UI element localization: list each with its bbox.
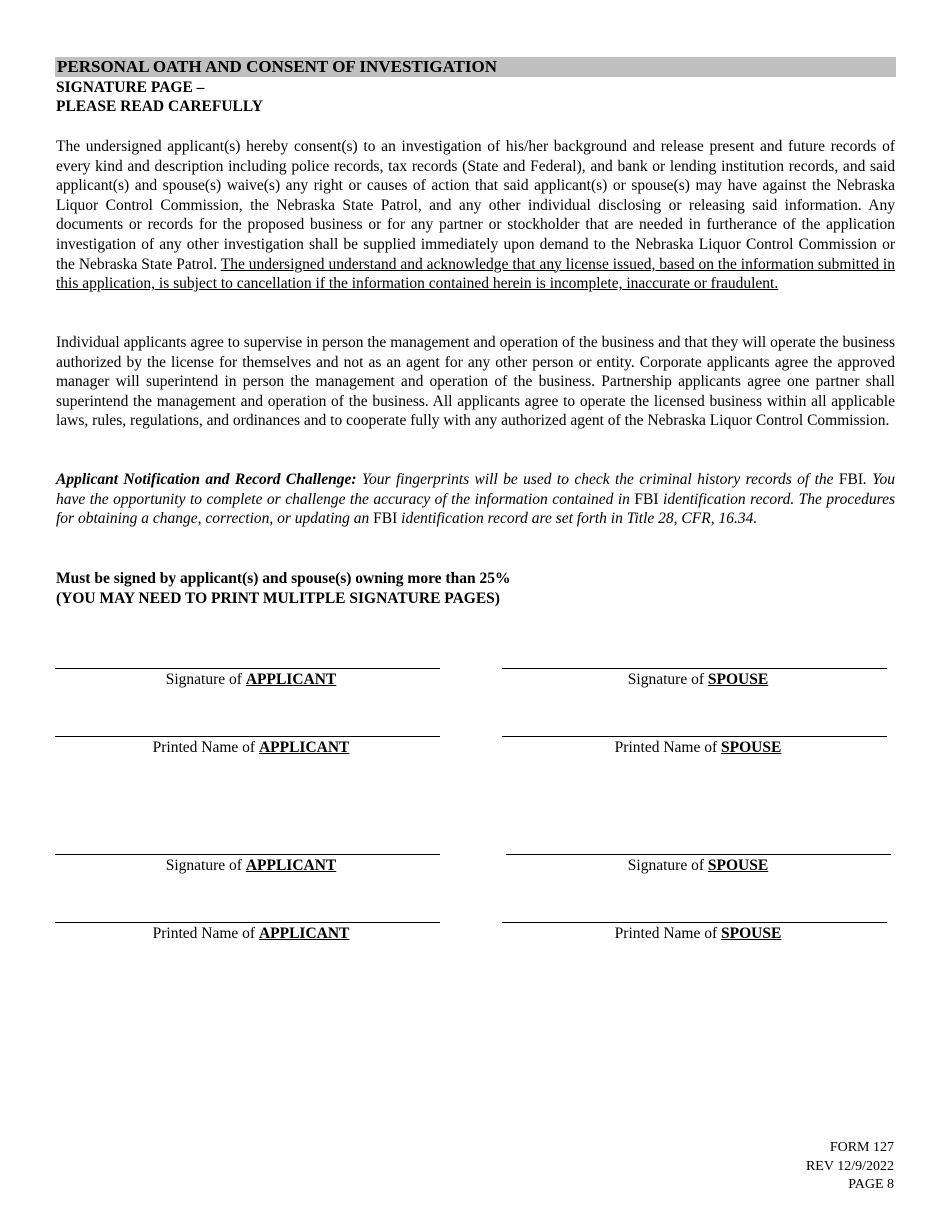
page-number: PAGE 8 bbox=[848, 1177, 894, 1192]
spouse-printed-name-line-1[interactable] bbox=[502, 736, 887, 737]
applicant-printed-name-caption-1: Printed Name of APPLICANT bbox=[152, 739, 350, 756]
notification-text-1: Your fingerprints will be used to check the criminal history records of the bbox=[356, 471, 839, 488]
spouse-printed-name-caption-1: Printed Name of SPOUSE bbox=[614, 739, 782, 756]
subtitle-read-carefully: PLEASE READ CAREFULLY bbox=[56, 98, 263, 115]
subtitle-signature-page: SIGNATURE PAGE – bbox=[56, 79, 205, 96]
spouse-printed-name-line-2[interactable] bbox=[502, 922, 887, 923]
spouse-printed-name-caption-2: Printed Name of SPOUSE bbox=[614, 925, 782, 942]
spouse-signature-line-1[interactable] bbox=[502, 668, 887, 669]
notification-text-4: identification record are set forth in Title 28, CFR, 16.34. bbox=[397, 510, 758, 528]
notification-paragraph bbox=[56, 470, 895, 529]
applicant-printed-name-line-1[interactable] bbox=[55, 736, 440, 737]
form-revision: REV 12/9/2022 bbox=[805, 1158, 894, 1174]
fbi-text-3: FBI bbox=[373, 510, 398, 528]
signing-notice bbox=[56, 569, 510, 609]
signing-notice-line-2: (YOU MAY NEED TO PRINT MULITPLE SIGNATURE PAGES) bbox=[56, 590, 500, 607]
fbi-text-2: FBI bbox=[634, 490, 659, 508]
notification-heading: Applicant Notification and Record Challenge: bbox=[56, 471, 357, 488]
notification-text-2: . You have the opportunity to complete or challenge the accuracy of the information contained in bbox=[56, 471, 895, 508]
spouse-signature-caption-1: Signature of SPOUSE bbox=[627, 671, 769, 688]
form-number: FORM 127 bbox=[829, 1140, 894, 1155]
form-footer bbox=[806, 1139, 894, 1195]
consent-text: The undersigned applicant(s) hereby consent(s) to an investigation of his/her background and release present and future records of every kind and description including police records, tax records (State and Federal), and bank or lending institution records, and said applicant(s) and spouse(s) waive(s) any right or causes of action that said applicant(s) or spouse(s) may have against the Nebraska Liquor Control Commission, the Nebraska State Patrol, and any other individual disclosing or releasing said information. Any documents or records for the proposed business or for any partner or stockholder that are needed in furtherance of the application investigation of any other investigation shall be supplied immediately upon demand to the Nebraska Liquor Control Commission or the Nebraska State Patrol. bbox=[56, 138, 895, 273]
consent-acknowledgement: The undersigned understand and acknowledge that any license issued, based on the information submitted in this application, is subject to cancellation if the information contained herein is incomplete, inaccurate or fraudulent. bbox=[56, 255, 895, 293]
signing-notice-line-1: Must be signed by applicant(s) and spouse(s) owning more than 25% bbox=[56, 570, 511, 587]
spouse-signature-caption-2: Signature of SPOUSE bbox=[627, 857, 769, 874]
applicant-printed-name-caption-2: Printed Name of APPLICANT bbox=[152, 925, 350, 942]
fbi-text-1: FBI bbox=[838, 471, 864, 488]
applicant-printed-name-line-2[interactable] bbox=[55, 922, 440, 923]
supervision-paragraph: Individual applicants agree to supervise in person the management and operation of the business and that they will operate the business authorized by the license for themselves and not as an agent for any other person or entity. Corporate applicants agree the approved manager will superintend in person the management and operation of the business. Partnership applicants agree one partner shall superintend the management and operation of the business. All applicants agree to operate the licensed business within all applicable laws, rules, regulations, and ordinances and to cooperate fully with any authorized agent of the Nebraska Liquor Control Commission. bbox=[56, 334, 895, 430]
applicant-signature-caption-1: Signature of APPLICANT bbox=[165, 671, 337, 688]
applicant-signature-caption-2: Signature of APPLICANT bbox=[165, 857, 337, 874]
applicant-signature-line-2[interactable] bbox=[55, 854, 440, 855]
consent-paragraph bbox=[56, 137, 895, 294]
spouse-signature-line-2[interactable] bbox=[506, 854, 891, 855]
notification-text-3: identification record. The procedures for obtaining a change, correction, or updating an bbox=[56, 490, 895, 528]
page-title: PERSONAL OATH AND CONSENT OF INVESTIGATION bbox=[57, 57, 498, 76]
applicant-signature-line-1[interactable] bbox=[55, 668, 440, 669]
